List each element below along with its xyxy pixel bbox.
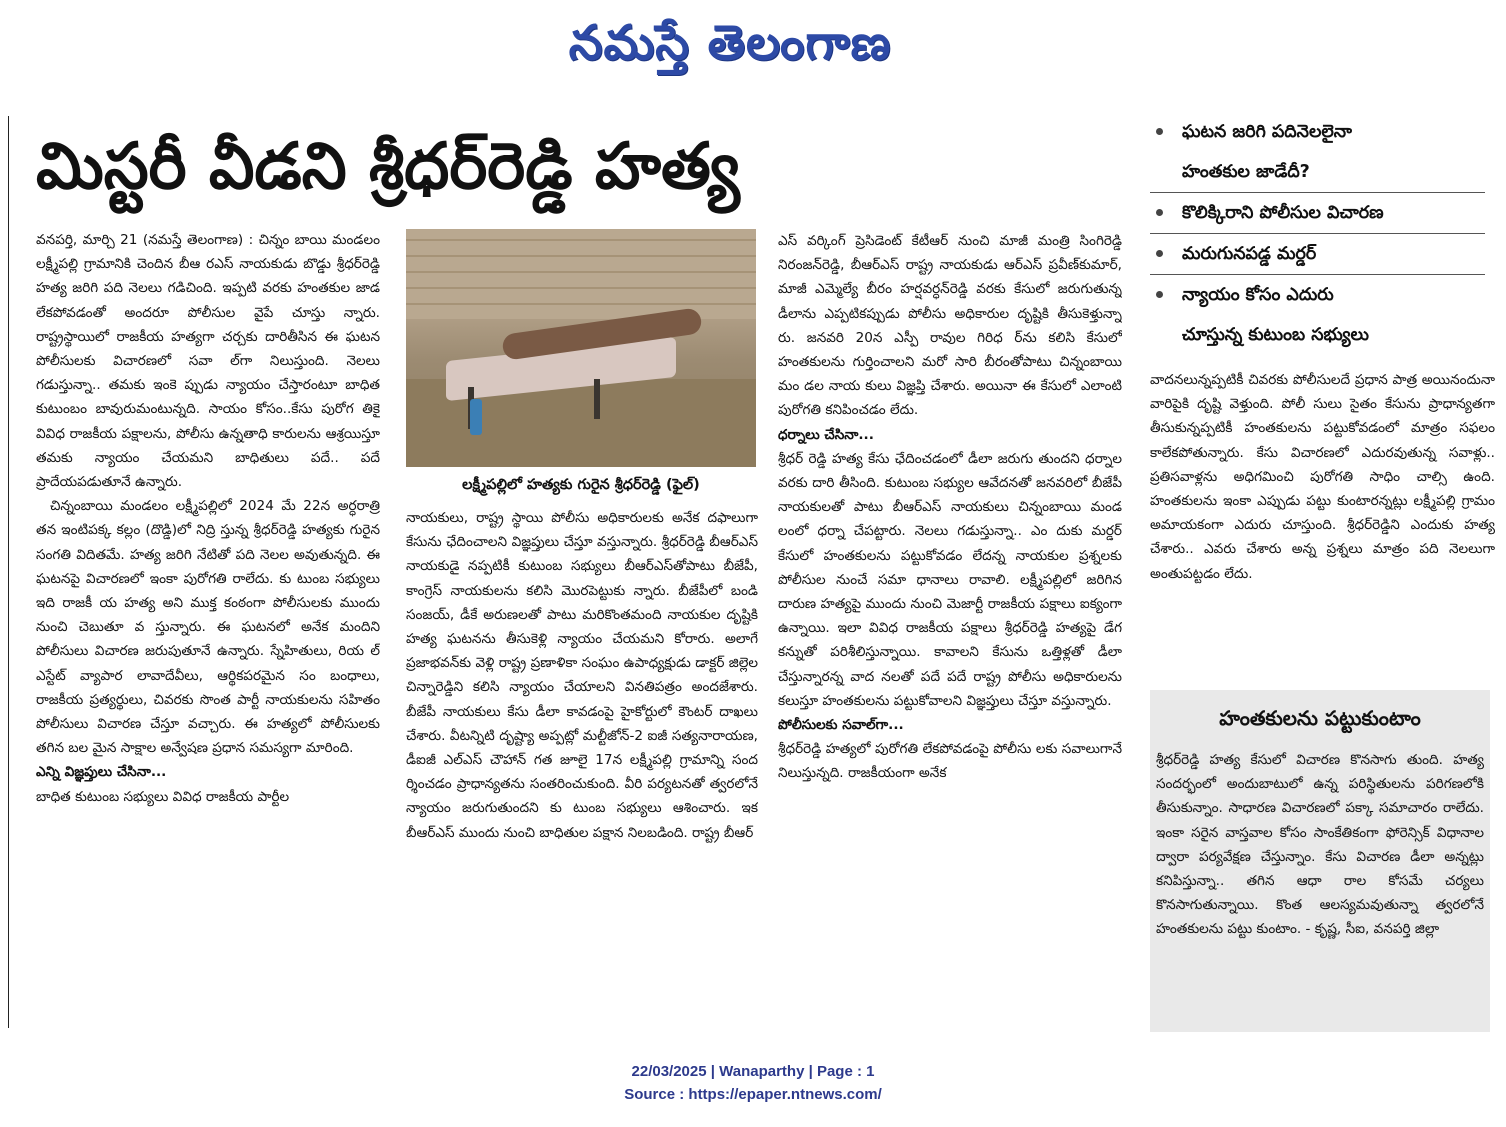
photo-caption: లక్ష్మీపల్లిలో హత్యకు గురైన శ్రీధర్‌రెడ్డి (ఫైల్‌) [462,477,700,493]
footer-source-line: Source : https://epaper.ntnews.com/ [624,1086,882,1103]
stone-wall-graphic [406,229,756,319]
paragraph: నాయకులు, రాష్ట్ర స్థాయి పోలీసు అధికారులకు అనేక దఫాలుగా కేసును ఛేదించాలని విజ్ఞప్తులు చేస్తూ వస్తున్నారు. శ్రీధర్‌రెడ్డి బీఆర్‌ఎస్‌ నాయకుడై నప్పటికీ కుటుంబ సభ్యులు బీఆర్‌ఎస్‌తోపాటు బీజేపీ, కాంగ్రెస్‌ నాయకులను కలిసి మొరపెట్టుకు న్నారు. బీజేపీలో బండి సంజయ్‌, డీకే అరుణలతో పాటు మరికొంతమంది నాయకుల దృష్టికి హత్య ఘటనను తీసుకెళ్లి న్యాయం చేయమని కోరారు. అలాగే ప్రజాభవన్‌కు వెళ్లి రాష్ట్ర ప్రణాళికా సంఘం ఉపాధ్యక్షుడు డాక్టర్‌ జిల్లెల చిన్నారెడ్డిని కలిసి న్యాయం చేయాలని వినతిపత్రం అందజేశారు. బీజేపీ నాయకులు కేసు డీలా కావడంపై హైకోర్టులో కౌంటర్‌ దాఖలు చేశారు. వీటన్నిటి దృష్ట్యా అప్పట్లో మల్టీజోన్‌-2 ఐజీ సత్యనారాయణ, డీఐజీ ఎల్‌ఎస్‌ చౌహాన్‌ గత జూలై 17న లక్ష్మీపల్లి గ్రామాన్ని సంద ర్శించడం ప్రాధాన్యతను సంతరించుకుంది. వీరి పర్యటనతో త్వరలోనే న్యాయం జరుగుతుందని కు టుంబ సభ్యులు ఆశించారు. ఇక బీఆర్‌ఎస్‌ ముందు నుంచి బాధితుల పక్షాన నిలబడింది. రాష్ట్ర బీఆర్‌ [406,510,758,841]
paragraph: శ్రీధర్‌ రెడ్డి హత్య కేసు ఛేదించడంలో డీలా జరుగు తుందని ధర్నాల వరకు దారి తీసింది. కుటుంబ సభ్యుల ఆవేదనతో జనవరిలో బీజేపీ నాయకులతో పాటు బీఆర్‌ఎస్‌ నాయకులు చిన్నంబాయి మండ లంలో ధర్నా చేపట్టారు. నెలలు గడుస్తున్నా.. ఎం దుకు మర్డర్‌ కేసులో హంతకులను పట్టుకోవడం లేదన్న నాయకుల ప్రశ్నలకు పోలీసుల నుంచే సమా ధానాలు రావాలి. లక్ష్మీపల్లిలో జరిగిన దారుణ హత్యపై ముందు నుంచి మెజార్టీ రాజకీయ పక్షాలు ఐక్యంగా ఉన్నాయి. ఇలా వివిధ రాజకీయ పక్షాలు శ్రీధర్‌రెడ్డి హత్యపై డేగ కన్నుతో పరిశీలిస్తున్నాయి. కావాలని కేసును ఒత్తిళ్లతో డీలా చేస్తున్నారన్న వాద నలతో పదే పదే రాష్ట్ర పోలీసు అధికారులను కలుస్తూ హంతకులను పట్టుకోవాలని విజ్ఞప్తులు చేస్తూ వస్తున్నారు. [778,450,1122,709]
paragraph: బాధిత కుటుంబ సభ్యులు వివిధ రాజకీయ పార్టీల [36,788,290,805]
left-column-rule [8,116,9,1028]
subheading: ధర్నాలు చేసినా... [778,426,874,443]
quote-box-title: హంతకులను పట్టుకుంటాం [1219,706,1421,730]
article-column-3 [778,229,1122,1030]
bullet-item [1150,112,1485,193]
paragraph: శ్రీధర్‌రెడ్డి హత్యలో పురోగతి లేకపోవడంపై పోలీసు లకు సవాలుగానే నిలుస్తున్నది. రాజకీయంగా అనేక [778,741,1122,782]
paragraph: చిన్నంబాయి మండలం లక్ష్మీపల్లిలో 2024 మే 22న అర్ధరాత్రి తన ఇంటిపక్క కల్లం (దొడ్డి)లో నిద్రి స్తున్న శ్రీధర్‌రెడ్డి హత్యకు గురైన సంగతి విదితమే. హత్య జరిగి నేటితో పది నెలల అవుతున్నది. ఈ ఘటనపై విచారణలో ఇంకా పురోగతి రాలేదు. కు టుంబ సభ్యులు ఇది రాజకీ య హత్య అని ముక్త కంఠంగా పోలీసులకు ముందు నుంచి చెబుతూ వ స్తున్నారు. ఈ ఘటనలో అనేక మందిని పోలీసులు విచారణ జరుపుతూనే ఉన్నారు. స్నేహితులు, రియ ల్‌ ఎస్టేట్‌ వ్యాపార లావాదేవీలు, ఆర్థికపరమైన సం బంధాలు, రాజకీయ ప్రత్యర్థులు, చివరకు సొంత పార్టీ నాయకులను సహితం పోలీసులు విచారణ చేస్తూ వచ్చారు. ఈ హత్యలో పోలీసులకు తగిన బల మైన సాక్షాల అన్వేషణ ప్రధాన సమస్యగా మారింది. [36,498,380,757]
bullet-line: హంతకుల జాడేదీ? [1182,162,1310,182]
paragraph: వాదనలున్నప్పటికీ చివరకు పోలీసులదే ప్రధాన పాత్ర అయినందునా వారిపైకి దృష్టి వెళ్తుంది. పోలీ సులు సైతం కేసును ప్రాధాన్యతగా తీసుకున్నప్పటికీ హంతకులను పట్టుకోవడంలో మాత్రం సఫలం కాలేకపోతున్నారు. కేసు విచారణలో ఎదురవుతున్న సవాళ్లు.. ప్రతిసవాళ్లను అధిగమించి పురోగతి సాధిం చాల్సి ఉంది. హంతకులను ఇంకా ఎప్పుడు పట్టు కుంటారన్నట్లు లక్ష్మీపల్లి గ్రామం అమాయకంగా ఎదురు చూస్తుంది. శ్రీధర్‌రెడ్డిని ఎందుకు హత్య చేశారు.. ఎవరు చేశారు అన్న ప్రశ్నలు మాత్రం పది నెలలుగా అంతుపట్టడం లేదు. [1150,372,1495,582]
bullet-item [1150,234,1485,275]
article-column-4 [1150,368,1495,674]
paragraph: ఎస్‌ వర్కింగ్‌ ప్రెసిడెంట్‌ కేటీఆర్‌ నుంచి మాజీ మంత్రి సింగిరెడ్డి నిరంజన్‌రెడ్డి, బీఆర్‌ఎస్‌ రాష్ట్ర నాయకుడు ఆర్‌ఎస్‌ ప్రవీణ్‌కుమార్‌, మాజీ ఎమ్మెల్యే బీరం హర్షవర్ధన్‌రెడ్డి వరకు కేసులో జరుగుతున్న డీలాను ఎప్పటికప్పుడు పోలీసు అధికారుల దృష్టికి తీసుకెళ్తున్నా రు. జనవరి 20న ఎస్పీ రావుల గిరిధ ర్‌ను కలిసి కేసులో హంతకులను గుర్తించాలని మరో సారి బీరంతోపాటు చిన్నంబాయి మం డల నాయ కులు విజ్ఞప్తి చేశారు. అయినా ఈ కేసులో ఎలాంటి పురోగతి కనిపించడం లేదు. [778,233,1122,419]
bottle-graphic [470,399,482,435]
bullet-line: చూస్తున్న కుటుంబ సభ్యులు [1182,325,1369,345]
bullet-icon [1156,250,1163,257]
footer-date-line: 22/03/2025 | Wanaparthy | Page : 1 [631,1063,875,1080]
cot-leg-graphic [594,379,600,419]
bullet-icon [1156,209,1163,216]
quote-box-text: శ్రీధర్‌రెడ్డి హత్య కేసులో విచారణ కొనసాగు తుంది. హత్య సందర్భంలో అందుబాటులో ఉన్న పరిస్థితులను పరిగణలోకి తీసుకున్నాం. సాధారణ విచారణలో పక్కా సమాచారం రాలేదు. ఇంకా సరైన వాస్తవాల కోసం సాంకేతికంగా ఫోరెన్సిక్‌ విధానాల ద్వారా పర్యవేక్షణ చేస్తున్నాం. కేసు విచారణ డీలా అన్నట్లు కనిపిస్తున్నా.. తగిన ఆధా రాల కోసమే చర్యలు కొనసాగుతున్నాయి. కొంత ఆలస్యమవుతున్నా త్వరలోనే హంతకులను పట్టు కుంటాం. - కృష్ణ, సీఐ, వనపర్తి జిల్లా [1156,752,1484,938]
article-column-1 [36,228,380,1030]
quote-box [1150,690,1490,1032]
bullet-item [1150,193,1485,234]
article-photo [406,229,756,467]
bullet-line: ఘటన జరిగి పదినెలలైనా [1182,122,1352,142]
bullet-item [1150,275,1485,355]
newspaper-masthead: నమస్తే తెలంగాణ [568,15,892,71]
article-column-2 [406,506,758,1030]
article-headline: మిస్టరీ వీడని శ్రీధర్‌రెడ్డి హత్య [36,130,740,204]
bullet-line: కొలిక్కిరాని పోలీసుల విచారణ [1182,203,1384,223]
paragraph: వనపర్తి, మార్చి 21 (నమస్తే తెలంగాణ) : చిన్నం బాయి మండలం లక్ష్మీపల్లి గ్రామానికి చెందిన బీఆ రఎస్‌ నాయకుడు బొడ్డు శ్రీధర్‌రెడ్డి హత్య జరిగి పది నెలలు గడిచింది. ఇప్పటి వరకు హంతకుల జాడ లేకపోవడంతో అందరూ పోలీసుల వైపే చూస్తు న్నారు. రాష్ట్రస్థాయిలో రాజకీయ హత్యగా చర్చకు దారితీసిన ఈ ఘటన పోలీసులకు విచారణలో సవా ల్‌గా నిలుస్తుంది. నెలలు గడుస్తున్నా.. తమకు ఇంకె ప్పుడు న్యాయం చేస్తారంటూ బాధిత కుటుంబం బావురుమంటున్నది. సాయం కోసం..కేసు పురోగ తికై వివిధ రాజకీయ పక్షాలను, పోలీసు ఉన్నతాధి కారులను ఆశ్రయిస్తూ తమకు న్యాయం చేయమని బాధితులు పదే.. పదే ప్రాదేయపడుతూనే ఉన్నారు. [36,232,380,491]
page-footer [0,1060,1506,1106]
highlight-bullets [1150,112,1485,360]
subheading: పోలీసులకు సవాల్‌గా... [778,717,904,734]
bullet-line: న్యాయం కోసం ఎదురు [1182,285,1334,305]
subheading: ఎన్ని విజ్ఞప్తులు చేసినా... [36,764,167,781]
bullet-line: మరుగునపడ్డ మర్డర్‌ [1182,244,1317,264]
bullet-icon [1156,291,1163,298]
bullet-icon [1156,128,1163,135]
